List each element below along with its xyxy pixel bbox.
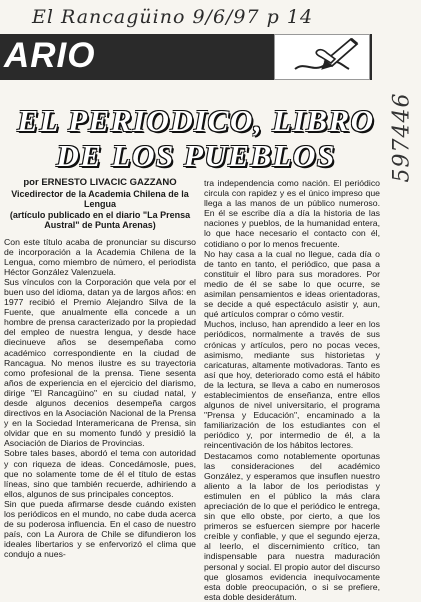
paragraph: Muchos, incluso, han aprendido a leer en los periódicos, normalmente a través de sus crónicas y artículos, pero no pocas veces, asimismo, mediante sus historietas y caricaturas, altamente motivadoras. Tanto es así que hoy, deteriorado como está el hábito de la lectura, se lleva a cabo en numerosos establecimientos de enseñanza, entre ellos algunos de nivel universitario, el programa "Prensa y Educación", encaminado a la familiarización de los estudiantes con el periódico y, por intermedio de él, a la reincentivación de los hábitos lectores. — [204, 319, 380, 451]
byline — [4, 178, 196, 231]
article-column-left — [4, 178, 196, 560]
byline-role: Vicedirector de la Academia Chilena de la Lengua — [11, 188, 189, 209]
pen-writing-icon — [275, 35, 369, 79]
headline-line-2: DE LOS PUEBLOS — [56, 138, 336, 173]
article-column-right — [204, 178, 380, 602]
paragraph: No hay casa a la cual no llegue, cada día o de tanto en tanto, el periódico, que pasa a constituir el libro para sus moradores. Por medio de él se sabe lo que ocurre, se asimilan pensamientos e ideas orientadoras, se decide a qué espectáculo asistir y, aun, qué artículos comprar o cómo vestir. — [204, 248, 380, 320]
section-header-band — [0, 34, 372, 80]
byline-note: (artículo publicado en el diario "La Prensa Austral" de Punta Arenas) — [9, 209, 191, 230]
archive-stamp — [386, 62, 418, 192]
paragraph: Con este título acaba de pronunciar su discurso de incorporación a la Academia Chilena de la Lengua, como miembro de número, el periodista Héctor González Valenzuela. — [4, 236, 196, 277]
paragraph: Destacamos como notablemente oportunas las consideraciones del académico González, y esperamos que insuflen nuestro aliento a la labor de los periodistas y estimulen en el público la más clara apreciación de lo que el periódico le entrega, sin que ello obste, por cierto, a que los primeros se esfuercen siempre por hacerle creíble y confiable, y que el segundo ejerza, al leerlo, el discernimiento crítico, tan indispensable para nuestra maduración personal y social. El propio autor del discurso que glosamos evidencia inequívocamente esta doble preocupación, o si se prefiere, esta doble desiderátum. — [204, 450, 380, 602]
article-headline — [12, 103, 380, 173]
section-logo — [274, 34, 370, 80]
handwritten-annotation: El Rancagüino 9/6/97 p 14 — [32, 6, 314, 28]
byline-author: por ERNESTO LIVACIC GAZZANO — [23, 177, 177, 188]
paragraph: Sin que pueda afirmarse desde cuándo existen los periódicos en el mundo, no cabe duda acerca de su poderosa influencia. En el caso de nuestro país, con La Aurora de Chile se difundieron los ideales libertarios y se enfervorizó el clima que condujo a nues- — [4, 498, 196, 560]
section-label: ARIO — [4, 36, 96, 75]
headline-line-1: EL PERIODICO, LIBRO — [17, 103, 375, 138]
paragraph: Sobre tales bases, abordó el tema con autoridad y con riqueza de ideas. Concedámosle, pues, que no solamente tome de él el título de estas líneas, sino que también recuerde, adhiriendo a ellos, algunos de sus principales conceptos. — [4, 448, 196, 499]
archive-stamp-number: 597446 — [389, 92, 415, 183]
paragraph: Sus vínculos con la Corporación que vela por el buen uso del idioma, datan ya de largos años: en 1977 recibió el Premio Alejandro Silva de la Fuente, que anualmente ella concede a un hombre de prensa caracterizado por la propiedad del empleo de nuestra lengua, y desde hace diecinueve años se desempeñaba como académico correspondiente en la ciudad de Rancagua. No menos ilustre es su trayectoria como profesional de la prensa. Tiene sesenta años de experiencia en el ejercicio del diarismo, dirige "El Rancagüino" en su ciudad natal, y desde algunos decenios desempeña cargos directivos en la Asociación Nacional de la Prensa y en la Sociedad Interamericana de Prensa, sin olvidar que en su momento fundó y presidió la Asociación de Diarios de Provincias. — [4, 276, 196, 449]
paragraph: tra independencia como nación. El periódico circula con rapidez y es el único impreso que llega a las manos de un público numeroso. En él se escribe día a día la historia de las naciones y pueblos, de la humanidad entera, lo que hace necesario el contacto con él, cotidiano o por lo menos frecuente. — [204, 178, 380, 249]
